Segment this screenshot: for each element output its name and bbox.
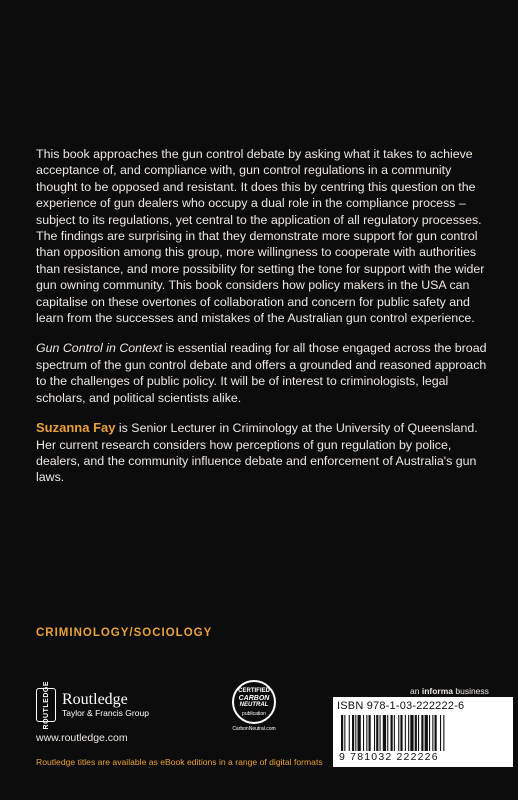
barcode-bar (415, 715, 417, 751)
carbon-line-3: NEUTRAL (239, 701, 269, 708)
barcode-digits: 9 781032 222226 (339, 751, 439, 763)
barcode-icon (337, 715, 509, 753)
barcode-bar (425, 715, 428, 751)
barcode-bar (376, 715, 378, 751)
carbon-line-1: CERTIFIED (238, 687, 270, 694)
barcode-bar (341, 715, 343, 751)
subject-category: CRIMINOLOGY/SOCIOLOGY (36, 627, 213, 639)
carbon-neutral-badge (222, 680, 286, 744)
informa-business (410, 686, 489, 696)
barcode-bar (400, 715, 402, 751)
barcode-bar (408, 715, 409, 751)
barcode-bar (432, 715, 433, 751)
barcode-bar (366, 715, 367, 751)
isbn-barcode-box (333, 697, 513, 767)
barcode-bar (380, 715, 381, 751)
barcode-bar (429, 715, 430, 751)
barcode-bar (363, 715, 364, 751)
barcode-bar (394, 715, 395, 751)
informa-suffix: business (453, 686, 489, 696)
author-name: Suzanna Fay (36, 420, 116, 436)
barcode-bar (387, 715, 388, 751)
barcode-bar (435, 715, 437, 751)
barcode-bar (398, 715, 399, 751)
barcode-bar (344, 715, 345, 751)
informa-prefix: an (410, 686, 422, 696)
logo-mark-text: ROUTLEDGE (42, 680, 50, 730)
barcode-bar (418, 715, 419, 751)
publisher-logo (36, 680, 149, 730)
barcode-bar (440, 715, 441, 751)
book-title: Gun Control in Context (36, 341, 163, 356)
barcode-bar (405, 715, 406, 751)
barcode-bar (383, 715, 386, 751)
blurb-paragraph-1: This book approaches the gun control debate by asking what it takes to achieve acceptance of, and compliance with, gun control regulations in a community thought to be opposed and resistant. It does this by centring this question on the experience of gun dealers who occupy a dual role in the compliance process – subject to its regulations, yet central to the application of all regulatory processes. The findings are surprising in that they demonstrate more support for gun control than opposition among this group, more willingness to cooperate with authorities than resistance, and more possibility for setting the tone for support with the wider gun owning community. This book considers how policy makers in the USA can capitalise on these overtones of collaboration and concern for public safety and learn from the successes and mistakes of the Australian gun control experience. (36, 147, 485, 326)
barcode-bar (369, 715, 371, 751)
isbn-label: ISBN 978-1-03-222222-6 (337, 700, 465, 712)
publisher-logo-text (62, 691, 149, 719)
barcode-bar (358, 715, 361, 751)
publisher-name: Routledge (62, 691, 128, 708)
carbon-neutral-seal-icon (232, 680, 276, 724)
carbon-line-2: CARBON (238, 694, 270, 702)
ebook-note: Routledge titles are available as eBook editions in a range of digital formats (36, 757, 323, 767)
blurb-paragraph-2 (36, 340, 492, 406)
barcode-bar (349, 715, 350, 751)
barcode-bar (443, 715, 444, 751)
barcode-bar (391, 715, 393, 751)
publisher-group: Taylor & Francis Group (62, 708, 149, 718)
carbon-line-4: publication (242, 710, 266, 717)
carbon-website: CarbonNeutral.com (232, 726, 276, 732)
barcode-bar (374, 715, 375, 751)
blurb-paragraph-2-text: is essential reading for all those engaged across the broad spectrum of the gun control debate and offers a grounded and reasoned approach to the challenges of public policy. It will be of interest to criminologists, legal scholars, and political scientists alike. (36, 341, 487, 405)
author-bio (36, 420, 492, 486)
back-cover-blurb (36, 146, 492, 500)
barcode-bar (355, 715, 356, 751)
informa-brand: informa (421, 686, 453, 696)
barcode-bar (421, 715, 423, 751)
routledge-logo-mark-icon (36, 680, 56, 730)
author-bio-text: is Senior Lecturer in Criminology at the University of Queensland. Her current research considers how perceptions of gun regulation by police, dealers, and the community influence debate and enforcement of Australia's gun laws. (36, 421, 478, 485)
barcode-bar (352, 715, 354, 751)
barcode-bar (410, 715, 413, 751)
publisher-website: www.routledge.com (36, 732, 128, 744)
